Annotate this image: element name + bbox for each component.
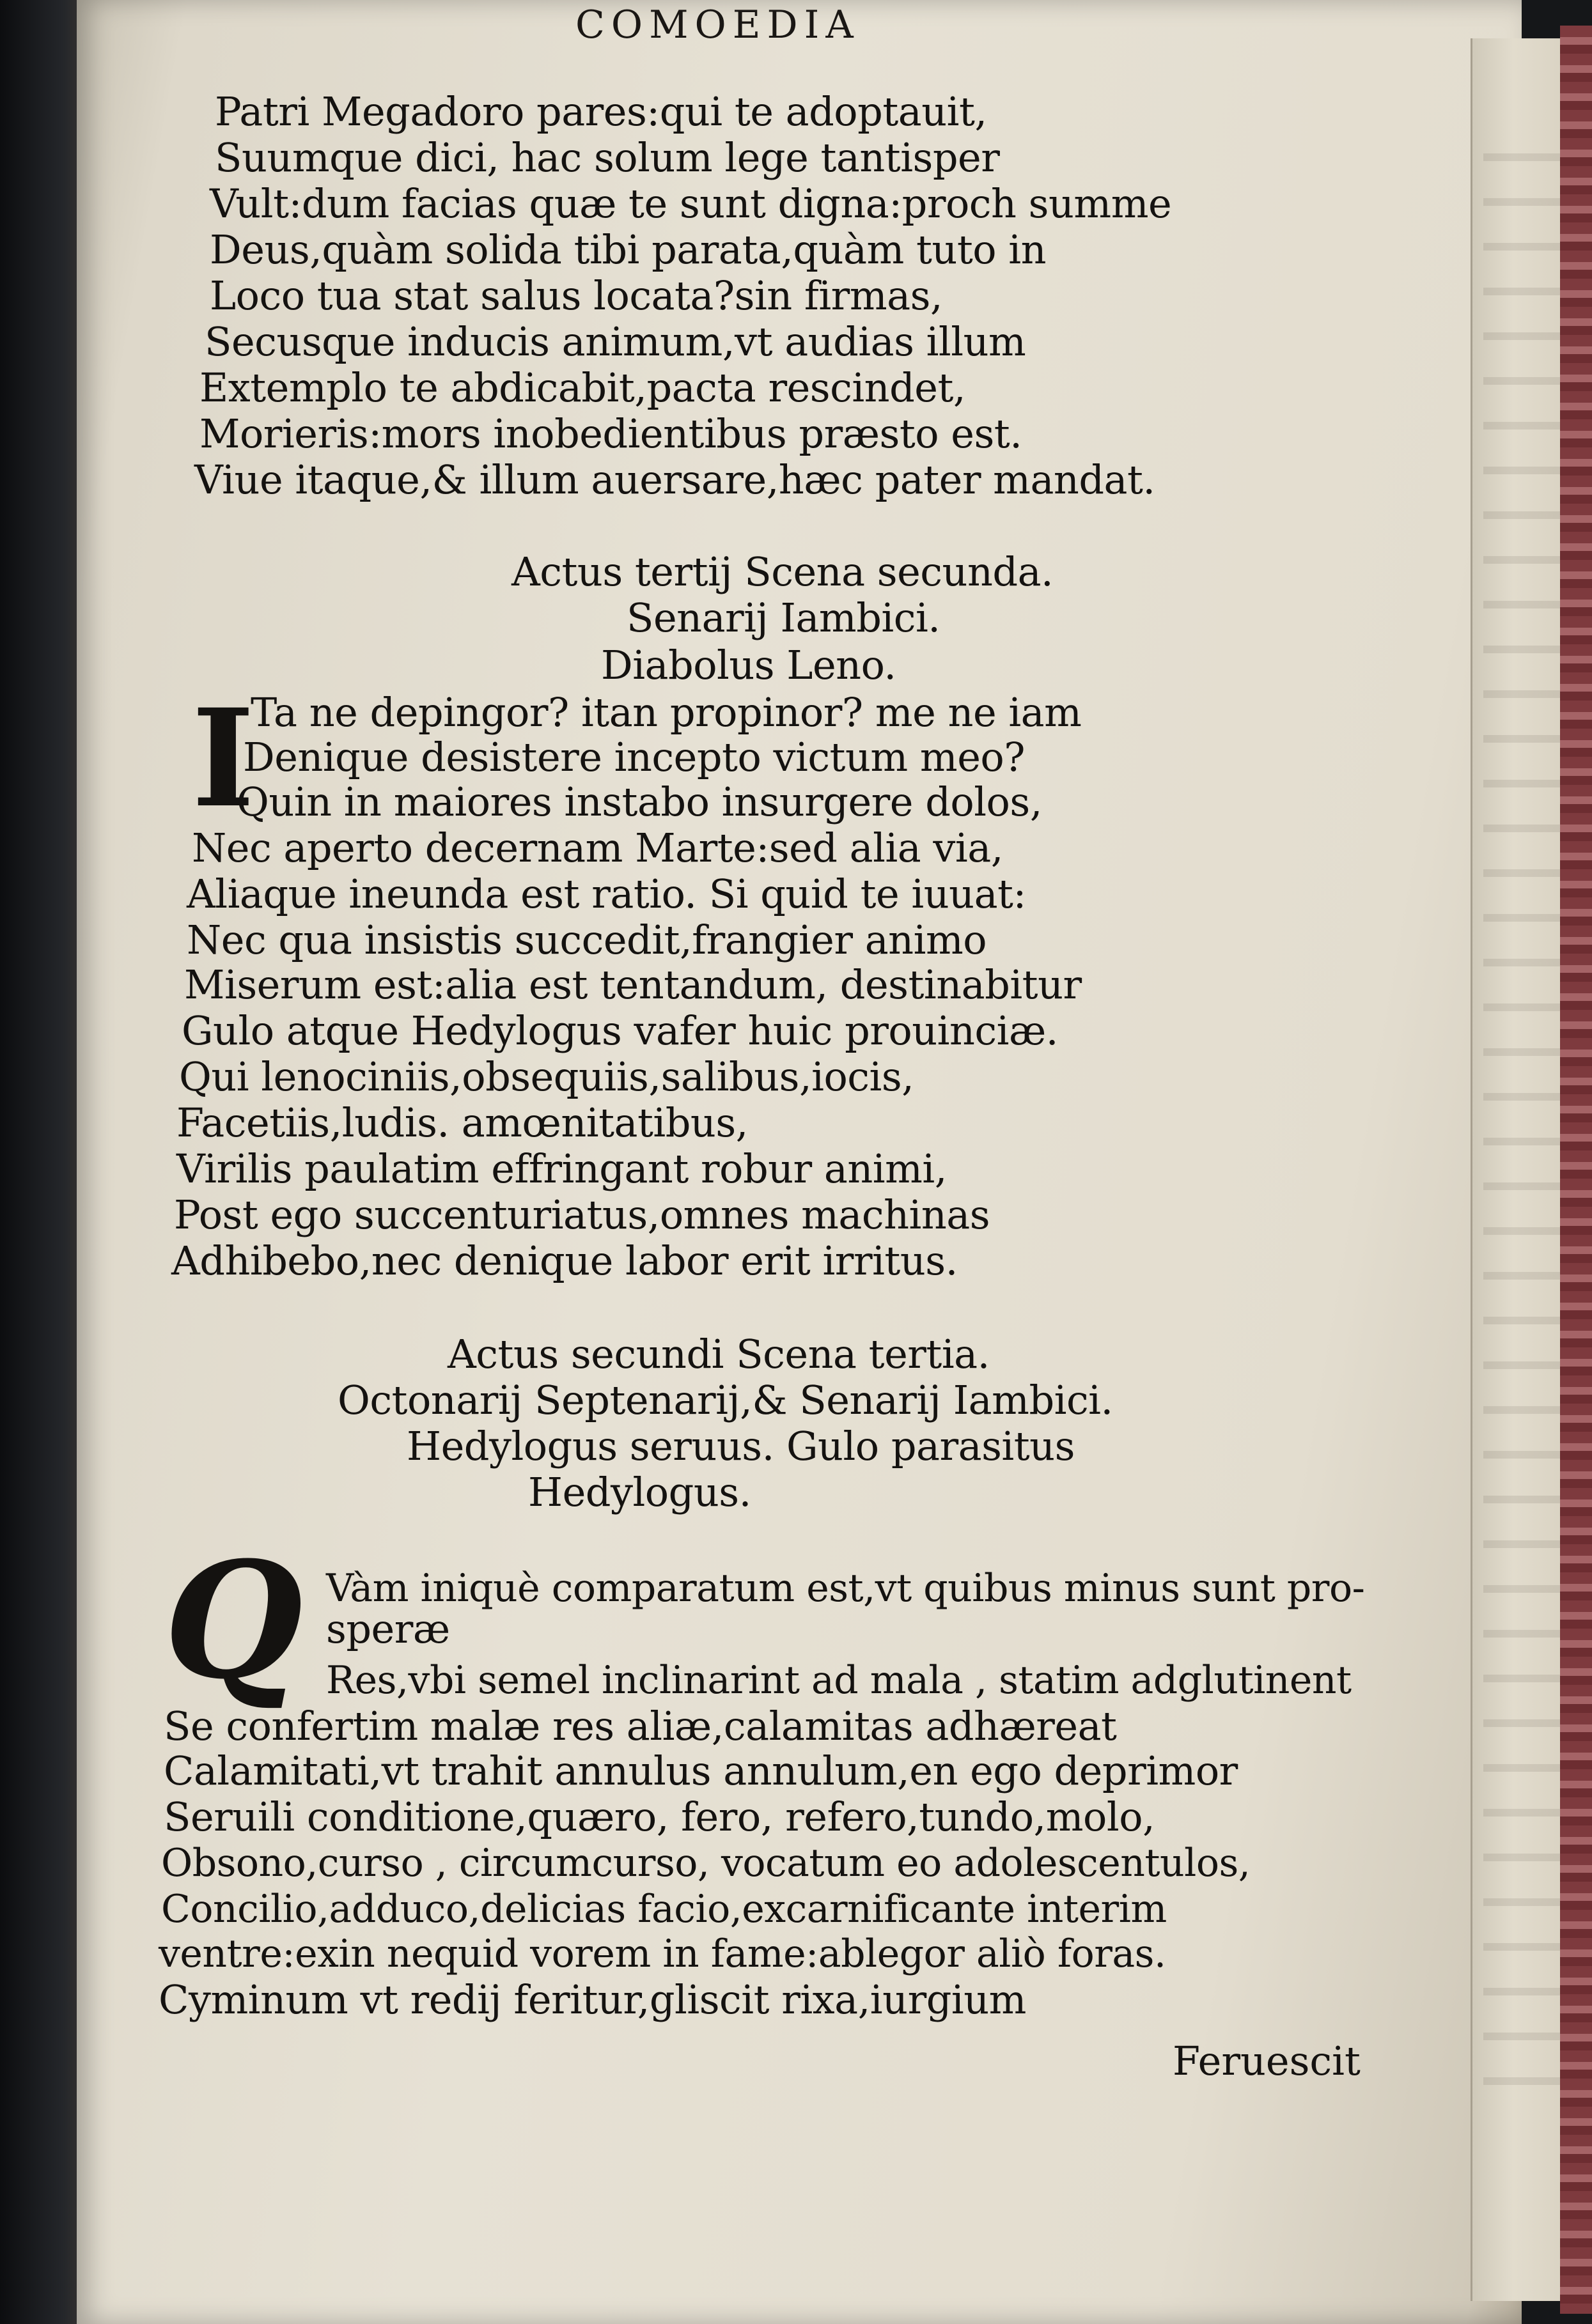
text-line: Loco tua stat salus locata?sin firmas, xyxy=(210,272,943,319)
text-line: Morieris:mors inobedientibus præsto est. xyxy=(199,410,1022,457)
text-line: ventre:exin nequid vorem in fame:ablegor aliò foras. xyxy=(159,1932,1166,1976)
book-binding-shadow xyxy=(0,0,90,2324)
scene-speaker: Hedylogus. xyxy=(528,1469,751,1515)
scene-heading: Actus secundi Scena tertia. xyxy=(448,1331,990,1377)
text-line: Extemplo te abdicabit,pacta rescindet, xyxy=(199,364,966,411)
text-line: Quin in maiores instabo insurgere dolos, xyxy=(237,779,1042,825)
text-line: Aliaque ineunda est ratio. Si quid te iuuat: xyxy=(187,871,1026,917)
drop-cap-initial: I xyxy=(192,679,255,837)
text-line: Se confertim malæ res aliæ,calamitas adhæreat xyxy=(164,1703,1117,1749)
text-line: Ta ne depingor? itan propinor? me ne iam xyxy=(251,689,1082,736)
text-line: Calamitati,vt trahit annulus annulum,en ego deprimor xyxy=(164,1747,1238,1794)
decorated-initial: Q xyxy=(164,1526,303,1714)
text-line: Miserum est:alia est tentandum, destinabitur xyxy=(184,961,1082,1008)
text-line: Virilis paulatim effringant robur animi, xyxy=(176,1145,947,1192)
scene-speakers: Diabolus Leno. xyxy=(601,642,896,688)
text-line: Patri Megadoro pares:qui te adoptauit, xyxy=(215,88,987,135)
text-line: Denique desistere incepto victum meo? xyxy=(243,734,1025,780)
catchword: Feruescit xyxy=(1173,2038,1361,2084)
text-line: Nec aperto decernam Marte:sed alia via, xyxy=(192,825,1003,871)
running-title: COMOEDIA xyxy=(575,3,860,47)
text-line: Secusque inducis animum,vt audias illum xyxy=(205,318,1026,365)
text-line: Viue itaque,& illum auersare,hæc pater mandat. xyxy=(194,456,1155,503)
text-line: Deus,quàm solida tibi parata,quàm tuto in xyxy=(210,226,1047,273)
scene-speakers: Hedylogus seruus. Gulo parasitus xyxy=(407,1423,1075,1469)
text-line: Nec qua insistis succedit,frangier animo xyxy=(187,917,987,963)
show-through-text xyxy=(1483,128,1560,2109)
text-line: Res,vbi semel inclinarint ad mala , statim adglutinent xyxy=(326,1658,1352,1703)
text-line: Cyminum vt redij feritur,gliscit rixa,iurgium xyxy=(159,1976,1026,2023)
text-line: Adhibebo,nec denique labor erit irritus. xyxy=(171,1237,958,1284)
text-line: Concilio,adduco,delicias facio,excarnificante interim xyxy=(161,1887,1167,1932)
text-line: Post ego succenturiatus,omnes machinas xyxy=(174,1191,990,1238)
text-line: Qui lenociniis,obsequiis,salibus,iocis, xyxy=(179,1053,914,1100)
scene-heading: Actus tertij Scena secunda. xyxy=(511,548,1054,595)
text-line: Vàm iniquè comparatum est,vt quibus minus sunt pro- xyxy=(326,1566,1365,1611)
scene-meter: Senarij Iambici. xyxy=(627,594,940,641)
text-line: speræ xyxy=(326,1606,450,1652)
text-line: Suumque dici, hac solum lege tantisper xyxy=(215,134,1000,181)
scene-meter: Octonarij Septenarij,& Senarij Iambici. xyxy=(338,1377,1113,1423)
text-line: Obsono,curso , circumcurso, vocatum eo adolescentulos, xyxy=(161,1841,1251,1886)
text-line: Seruili conditione,quæro, fero, refero,tundo,molo, xyxy=(164,1793,1155,1840)
text-line: Gulo atque Hedylogus vafer huic prouinciæ. xyxy=(182,1007,1058,1054)
text-line: Vult:dum facias quæ te sunt digna:proch summe xyxy=(210,180,1172,227)
red-page-edge xyxy=(1560,26,1592,2314)
text-line: Facetiis,ludis. amœnitatibus, xyxy=(176,1099,748,1146)
